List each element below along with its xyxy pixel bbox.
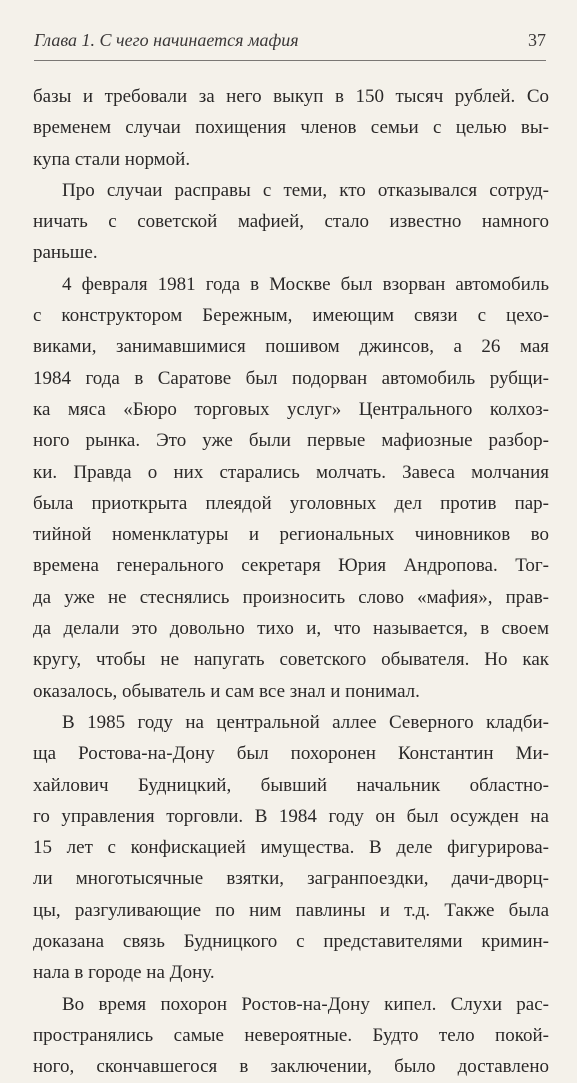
text-line: да делали это довольно тихо и, что называется, в своем: [33, 618, 549, 640]
text-line: В 1985 году на центральной аллее Северного кладби-: [62, 711, 549, 733]
text-line: 1984 года в Саратове был подорван автомобиль рубщи-: [33, 367, 549, 389]
text-line: Про случаи расправы с теми, кто отказывался сотруд-: [62, 179, 549, 201]
paragraph-1: [33, 81, 549, 175]
running-title: Глава 1. С чего начинается мафия: [34, 30, 299, 50]
text-line: ничать с советской мафией, стало известно намного: [33, 211, 549, 233]
text-line: виками, занимавшимися пошивом джинсов, а 26 мая: [33, 336, 549, 358]
text-line: ли многотысячные взятки, загранпоездки, дачи-дворц-: [33, 868, 549, 890]
text-line: нала в городе на Дону.: [33, 962, 215, 984]
text-line: пространялись самые невероятные. Будто тело покой-: [33, 1024, 549, 1046]
text-line: кругу, чтобы не напугать советского обывателя. Но как: [33, 649, 549, 671]
text-line: да уже не стеснялись произносить слово «мафия», прав-: [33, 586, 549, 608]
text-line: времена генерального секретаря Юрия Андропова. Тог-: [33, 555, 549, 577]
text-line: доказана связь Будницкого с представителями кримин-: [33, 931, 549, 953]
text-line: тийной номенклатуры и региональных чиновников во: [33, 524, 549, 546]
text-line: 15 лет с конфискацией имущества. В деле фигурирова-: [33, 837, 549, 859]
text-line: была приоткрыта плеядой уголовных дел против пар-: [33, 492, 549, 514]
paragraph-3: [33, 269, 549, 707]
text-line: ного рынка. Это уже были первые мафиозные разбор-: [33, 430, 549, 452]
text-line: оказалось, обыватель и сам все знал и понимал.: [33, 680, 420, 702]
page-number: 37: [528, 30, 546, 50]
text-line: купа стали нормой.: [33, 148, 191, 170]
body-text: [33, 81, 549, 1083]
text-line: ща Ростова-на-Дону был похоронен Константин Ми-: [33, 743, 549, 765]
text-line: с конструктором Бережным, имеющим связи с цехо-: [33, 305, 549, 327]
header-divider: [34, 60, 546, 61]
paragraph-2: [33, 175, 549, 269]
text-line: Во время похорон Ростов-на-Дону кипел. Слухи рас-: [62, 993, 549, 1015]
text-line: ного, скончавшегося в заключении, было доставлено: [33, 1056, 549, 1078]
text-line: ка мяса «Бюро торговых услуг» Центрального колхоз-: [33, 398, 549, 420]
paragraph-5: [33, 989, 549, 1083]
running-head: [34, 24, 546, 56]
text-line: го управления торговли. В 1984 году он был осужден на: [33, 805, 549, 827]
text-line: раньше.: [33, 242, 98, 264]
text-line: хайлович Будницкий, бывший начальник областно-: [33, 774, 549, 796]
text-line: временем случаи похищения членов семьи с целью вы-: [33, 117, 549, 139]
text-line: базы и требовали за него выкуп в 150 тысяч рублей. Со: [33, 86, 549, 107]
text-line: 4 февраля 1981 года в Москве был взорван автомобиль: [62, 273, 549, 295]
paragraph-4: [33, 707, 549, 989]
text-line: ки. Правда о них старались молчать. Завеса молчания: [33, 461, 549, 483]
text-line: цы, разгуливающие по ним павлины и т.д. Также была: [33, 899, 549, 921]
